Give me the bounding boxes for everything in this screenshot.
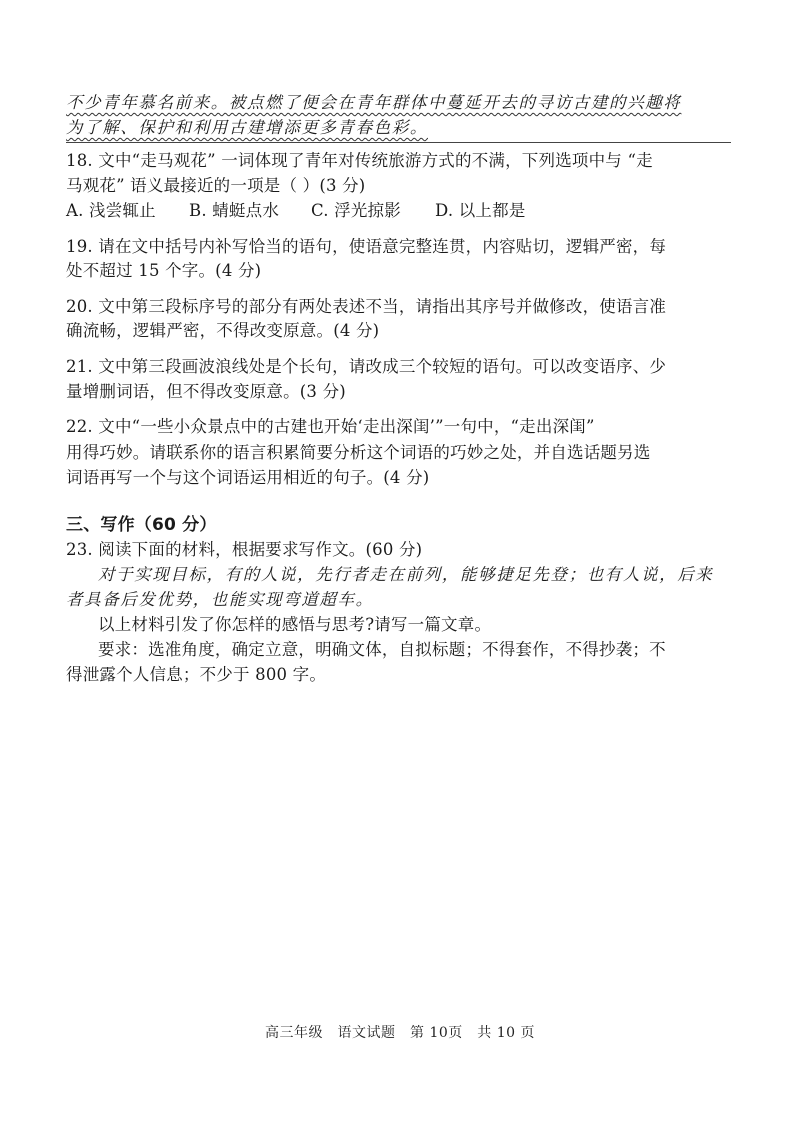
question-22-line-3: 词语再写一个与这个词语运用相近的句子。(4 分) bbox=[66, 468, 430, 487]
material-line-1: 对于实现目标，有的人说，先行者走在前列，能够捷足先登；也有人说，后来 bbox=[98, 565, 714, 584]
question-21-line-1: 21. 文中第三段画波浪线处是个长句，请改成三个较短的语句。可以改变语序、少 bbox=[66, 357, 667, 376]
option-c: C. 浮光掠影 bbox=[311, 201, 401, 220]
question-20-line-1: 20. 文中第三段标序号的部分有两处表述不当，请指出其序号并做修改，使语言准 bbox=[66, 297, 667, 316]
question-21-line-2: 量增删词语，但不得改变原意。(3 分) bbox=[66, 382, 346, 401]
passage-underline bbox=[66, 142, 731, 143]
question-19-line-2: 处不超过 15 个字。(4 分) bbox=[66, 261, 262, 280]
question-20-line-2: 确流畅，逻辑严密，不得改变原意。(4 分) bbox=[66, 321, 380, 340]
question-23-title: 23. 阅读下面的材料，根据要求写作文。(60 分) bbox=[66, 540, 423, 559]
option-a: A. 浅尝辄止 bbox=[66, 201, 156, 220]
passage-line-1: 不少青年慕名前来。被点燃了便会在青年群体中蔓延开去的寻访古建的兴趣将 bbox=[66, 93, 682, 112]
option-b: B. 蜻蜓点水 bbox=[189, 201, 280, 220]
question-22-line-2: 用得巧妙。请联系你的语言积累简要分析这个词语的巧妙之处，并自选话题另选 bbox=[66, 443, 651, 462]
requirements-line-1: 要求：选准角度，确定立意，明确文体，自拟标题；不得套作，不得抄袭；不 bbox=[98, 640, 666, 659]
question-22-line-1: 22. 文中“一些小众景点中的古建也开始‘走出深闺’”一句中，“走出深闺” bbox=[66, 417, 595, 436]
passage-line-2: 为了解、保护和利用古建增添更多青春色彩。 bbox=[66, 118, 428, 137]
question-19-line-1: 19. 请在文中括号内补写恰当的语句，使语意完整连贯，内容贴切，逻辑严密，每 bbox=[66, 237, 667, 256]
page-footer: 高三年级 语文试题 第 10页 共 10 页 bbox=[265, 1025, 535, 1041]
requirements-line-2: 得泄露个人信息；不少于 800 字。 bbox=[66, 665, 327, 684]
question-18-options bbox=[66, 200, 526, 222]
section-heading-writing: 三、写作（60 分） bbox=[66, 515, 217, 535]
material-line-2: 者具备后发优势，也能实现弯道超车。 bbox=[66, 590, 374, 609]
question-18-line-2: 马观花” 语义最接近的一项是（ ）(3 分) bbox=[66, 176, 366, 195]
writing-prompt: 以上材料引发了你怎样的感悟与思考?请写一篇文章。 bbox=[98, 615, 492, 634]
question-18-line-1: 18. 文中“走马观花” 一词体现了青年对传统旅游方式的不满，下列选项中与 “走 bbox=[66, 151, 653, 170]
option-d: D. 以上都是 bbox=[435, 201, 526, 220]
